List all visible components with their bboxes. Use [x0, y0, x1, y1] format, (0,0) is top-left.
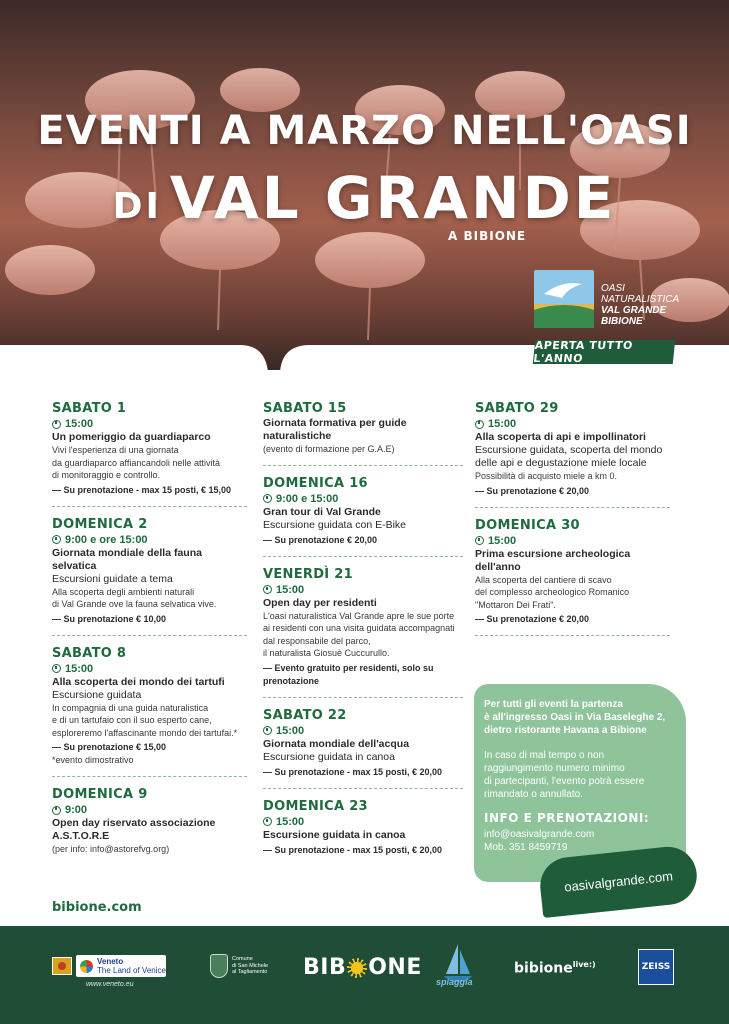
event-booking: — Su prenotazione € 20,00	[475, 614, 590, 624]
event-time: 15:00	[263, 724, 463, 738]
hero-photo	[0, 0, 729, 370]
event-subtitle: Escursione guidata in canoa	[263, 750, 395, 763]
hero-title-line2	[0, 164, 729, 232]
event-day: DOMENICA 2	[52, 516, 148, 532]
event-description: (evento di formazione per G.A.E)	[263, 444, 395, 454]
event-description: Possibilità di acquisto miele a km 0.	[475, 471, 618, 481]
event-time: 9:00	[52, 803, 247, 817]
clock-icon	[52, 664, 61, 673]
clock-icon	[475, 536, 484, 545]
veneto-web: www.veneto.eu	[86, 981, 134, 988]
event-day: SABATO 8	[52, 645, 127, 661]
info-phone[interactable]: Mob. 351 8459719	[484, 842, 568, 853]
clock-icon	[263, 585, 272, 594]
event-booking: — Evento gratuito per residenti, solo su prenotazione	[263, 662, 434, 686]
event-time: 15:00	[475, 417, 670, 431]
event-description: esploreremo l'affascinante mondo dei tartufai.*	[52, 727, 238, 738]
event-title: Prima escursione archeologica dell'anno	[475, 547, 631, 573]
dashed-divider	[52, 776, 247, 777]
hero-title-valgrande: VAL GRANDE	[169, 164, 617, 232]
weather-line: In caso di mal tempo o non	[484, 750, 605, 761]
event-description: e di un tartufaio con il suo esperto cane,	[52, 715, 212, 725]
clock-icon	[52, 420, 61, 429]
clock-icon	[263, 817, 272, 826]
events-column-2	[263, 400, 463, 857]
event-item	[475, 400, 670, 498]
event-title: Open day riservato associazione A.S.T.O.R.E	[52, 817, 216, 842]
event-description: di Val Grande ove la fauna selvatica vive.	[52, 599, 217, 609]
event-description: del complesso archeologico Romanico	[475, 587, 630, 597]
event-description: (per info: info@astorefvg.org)	[52, 844, 170, 854]
event-booking: — Su prenotazione - max 15 posti, € 20,00	[263, 844, 443, 855]
event-booking: — Su prenotazione € 15,00	[52, 742, 167, 752]
event-item	[263, 400, 463, 456]
event-time: 15:00	[52, 662, 247, 676]
event-item	[52, 645, 247, 768]
event-booking: — Su prenotazione € 20,00	[475, 485, 590, 496]
event-description: Alla scoperta degli ambienti naturali	[52, 586, 195, 597]
veneto-flag-icon	[52, 957, 72, 975]
info-heading: INFO E PRENOTAZIONI:	[484, 811, 650, 825]
event-title: Giornata formativa per guide naturalistiche	[263, 417, 407, 442]
departure-line: Per tutti gli eventi la partenza	[484, 699, 623, 710]
bibione-site-link[interactable]: bibione.com	[52, 900, 142, 915]
event-day: DOMENICA 9	[52, 787, 148, 802]
hero-title-line1: EVENTI A MARZO NELL'OASI	[37, 108, 692, 154]
event-booking: — Su prenotazione - max 15 posti, € 15,00	[52, 484, 232, 495]
event-description: dal responsabile del parco,	[263, 635, 371, 646]
event-subtitle: Escursione guidata con E-Bike	[263, 518, 406, 531]
info-email[interactable]: info@oasivalgrande.com	[484, 829, 595, 840]
event-title: Giornata mondiale della fauna selvatica	[52, 546, 202, 572]
event-title: Alla scoperta dei mondo dei tartufi	[52, 675, 225, 688]
dashed-divider	[52, 635, 247, 636]
event-item	[475, 517, 670, 627]
event-item	[263, 475, 463, 547]
event-description: ai residenti con una visita guidata accompagnati	[263, 623, 455, 633]
crest-icon	[210, 954, 228, 978]
event-subtitle: Escursione guidata	[52, 688, 142, 701]
event-description: di monitoraggio e controllo.	[52, 470, 161, 480]
event-time: 15:00	[263, 583, 463, 597]
event-booking: — Su prenotazione € 10,00	[52, 613, 167, 624]
event-day: SABATO 29	[475, 401, 559, 416]
event-day: SABATO 1	[52, 401, 127, 416]
event-time: 15:00	[475, 534, 670, 548]
spiaggia-logo: spiaggia	[436, 977, 473, 987]
clock-icon	[52, 535, 61, 544]
hero-title-di: DI	[112, 186, 162, 227]
event-subtitle: Escursioni guidate a tema	[52, 572, 173, 585]
veneto-star-icon	[80, 960, 93, 973]
clock-icon	[475, 420, 484, 429]
dashed-divider	[263, 465, 463, 466]
dashed-divider	[475, 635, 670, 636]
event-booking: — Su prenotazione € 20,00	[263, 534, 378, 545]
weather-line: di partecipanti, l'evento potrà essere	[484, 776, 645, 787]
dashed-divider	[263, 788, 463, 789]
comune-logo: Comune di San Michele al Tagliamento	[210, 954, 268, 978]
dashed-divider	[52, 506, 247, 507]
event-title: Giornata mondiale dell'acqua	[263, 737, 410, 750]
departure-line: è all'ingresso Oasi in Via Baseleghe 2,	[484, 712, 666, 723]
event-time: 15:00	[263, 815, 463, 829]
event-description: da guardiaparco affiancandoli nelle attività	[52, 457, 220, 468]
clock-icon	[263, 726, 272, 735]
heron-logo-icon	[534, 270, 594, 328]
event-subtitle: Escursione guidata, scoperta del mondo delle api e degustazione miele locale	[475, 444, 663, 469]
event-title: Alla scoperta di api e impollinatori	[475, 431, 646, 443]
event-time: 15:00	[52, 417, 247, 431]
oasi-website-link[interactable]: oasivalgrande.com	[537, 844, 699, 918]
dashed-divider	[263, 556, 463, 557]
event-item	[263, 798, 463, 857]
hero-subtitle: A BIBIONE	[448, 229, 527, 243]
bibione-logo: BIB ONE	[303, 955, 422, 980]
event-item	[52, 400, 247, 497]
event-title: Open day per residenti	[263, 596, 377, 609]
event-day: DOMENICA 30	[475, 517, 580, 533]
dashed-divider	[475, 507, 670, 508]
zeiss-logo: ZEISS	[638, 949, 674, 985]
event-note: *evento dimostrativo	[52, 755, 134, 765]
event-time: 9:00 e 15:00	[263, 492, 463, 506]
clock-icon	[263, 494, 272, 503]
departure-line: dietro ristorante Havana a Bibione	[484, 725, 647, 736]
events-column-1	[52, 400, 247, 856]
event-description: "Mottaron Dei Frati".	[475, 599, 556, 610]
event-title: Escursione guidata in canoa	[263, 828, 406, 841]
oasi-name: OASI NATURALISTICA VAL GRANDE BIBIONE	[601, 283, 680, 327]
event-day: DOMENICA 23	[263, 798, 368, 814]
event-time: 9:00 e ore 15:00	[52, 533, 247, 547]
event-day: VENERDÌ 21	[263, 566, 353, 582]
event-item	[263, 707, 463, 779]
event-day: SABATO 22	[263, 707, 347, 723]
event-item	[52, 516, 247, 626]
event-title: Gran tour di Val Grande	[263, 505, 381, 518]
weather-line: rimandato o annullato.	[484, 789, 583, 800]
veneto-logo: Veneto The Land of Venice	[52, 955, 166, 977]
oasi-logo	[534, 270, 594, 328]
event-day: DOMENICA 16	[263, 475, 368, 491]
event-item	[263, 566, 463, 688]
event-description: L'oasi naturalistica Val Grande apre le sue porte	[263, 610, 455, 621]
event-description: In compagnia di una guida naturalistica	[52, 702, 209, 713]
event-title: Un pomeriggio da guardiaparco	[52, 431, 211, 443]
event-item	[52, 786, 247, 856]
weather-line: raggiungimento numero minimo	[484, 763, 625, 774]
sun-icon	[347, 958, 367, 978]
events-column-3	[475, 400, 670, 645]
event-description: Alla scoperta del cantiere di scavo	[475, 574, 612, 585]
event-day: SABATO 15	[263, 401, 347, 416]
event-description: Vivi l'esperienza di una giornata	[52, 445, 179, 455]
open-all-year-badge: APERTA TUTTO L'ANNO	[533, 340, 676, 364]
bibione-live-logo: bibione$^{live:)}$	[514, 960, 596, 977]
event-booking: — Su prenotazione - max 15 posti, € 20,00	[263, 766, 443, 777]
event-description: il naturalista Giosuè Cuccurullo.	[263, 648, 390, 658]
dashed-divider	[263, 697, 463, 698]
clock-icon	[52, 806, 61, 815]
